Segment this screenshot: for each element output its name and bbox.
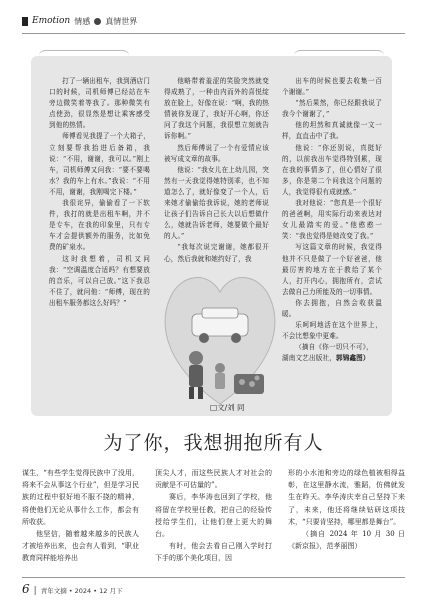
source-note-2 xyxy=(282,353,382,364)
paragraph: 我很诧异，偷偷看了一下软件，我打的就是出租车啊，并不是专车，在我的印象里，只有专车才会提供额外的服务，比如免费的矿泉水。 xyxy=(49,199,150,252)
paragraph: 他的坦然和真诚就像一文一样，直直击中了我。 xyxy=(282,121,382,141)
source-publisher: 湖南文艺出版社， xyxy=(282,354,336,363)
paragraph: 然后师傅说了一个有爱情应该被写成文章的故事。 xyxy=(164,143,269,163)
paragraph: 谋生，“有些学生觉得民族中了没用，将来不会从事这个行业”，但是学习民族的过程中很好地不服不挠的精神，将使他们无论从事什么工作，都会有所收获。 xyxy=(22,469,139,526)
story-column-1 xyxy=(49,76,150,309)
lower-column-1 xyxy=(22,467,139,565)
paragraph: 打了一辆出租车，我到酒店门口的时候，司机师傅已经站在车旁边微笑着等我了。那种微笑有点使劲，很显然是想让乘客感受到他的热情。 xyxy=(49,77,150,130)
paragraph: 写这篇文章的时候，我觉得他并不只是做了一个好爸爸，他最厉害的地方在于教给了某个人，打开内心，拥抱所有，尝试去做自己力所能及的一切事情。 xyxy=(282,243,382,296)
header-subsection: 真情世界 xyxy=(105,16,138,26)
heart-illustration xyxy=(158,256,282,406)
bottom-rule xyxy=(22,577,405,578)
paragraph: 他说：“你还别说，真挺好的，以前我出车觉得特别累，现在我的事情多了，但心情好了很多，你是第二个问我这个问题的人，我觉得很有成就感。” xyxy=(282,143,382,196)
header-dot-icon xyxy=(94,18,101,25)
author-line: □文/刘 同 xyxy=(210,403,245,412)
paragraph: 形的小水池和旁边的绿色植被相得益彰，在这里静水流，雅蹈，仿佛就发生在昨天。李华涛庆幸自己坚持下来了，未来，他还将继续钻研这项技术，“只要肯坚持，哪里都是舞台”。 xyxy=(288,469,405,526)
article-title: 为了你，我想拥抱所有人 xyxy=(103,432,324,454)
paragraph: 师傅看见我提了一个大箱子，立刻要帮我抬进后备箱，我说：“不用，谢谢，我可以。”刚上车，司机师傅又问我：“要不要喝水？我的车上有水。”我说：“不用不用，谢谢，我刚喝完下楼。” xyxy=(49,132,150,196)
paragraph: 你去拥抱，自然会收获温暖。 xyxy=(282,298,382,318)
header-bar-marker xyxy=(22,17,28,26)
page-number: 6 xyxy=(22,582,30,596)
header-section: 情感 xyxy=(74,16,91,26)
paragraph: 赛后，李华涛也回到了学校，他将留在学校里任教，把自己的经验传授给学生们，让他们登上更大的舞台。 xyxy=(155,493,272,539)
page-footer xyxy=(22,582,123,596)
section-header xyxy=(22,14,137,28)
paragraph: 有时，他会去看自己刚入学时打下手的那个美化项目，因 xyxy=(155,542,272,563)
paragraph: “然后果然，你已经跟我说了我今个谢谢了，” xyxy=(282,99,382,119)
top-rule xyxy=(22,33,405,34)
paragraph: 我对他说：“您真是一个很好的爸爸啊，用实际行动来表达对女儿最踏实的爱。”他憨憨一笑：“我也觉得是她改变了我。” xyxy=(282,199,382,241)
paragraph: 他坚信，随着越来越多的民族人才被培养出来，也会有人看到，“职业教育同样能培养出 xyxy=(22,530,139,563)
source-note xyxy=(282,342,382,353)
paragraph: （摘自 2024 年 10 月 30 日《新京报》，范孝丽图） xyxy=(288,530,405,551)
paragraph: 这时我想着，司机又问我：“空调温度合适吗？有想要放的音乐，可以自己放。”这下我忍不住了，就问他：“师傅，现在的出租车服务都这么好吗？” xyxy=(49,254,150,307)
suitcase-icon xyxy=(234,374,264,394)
source-text: （摘自《你一切只不可》， xyxy=(295,343,373,352)
paragraph: 出车的时候也要去收集一百个谢谢。” xyxy=(282,77,382,97)
paragraph: 顶尖人才，而这些民族人才对社会的贡献是不可估量的”。 xyxy=(155,469,272,490)
lower-column-3 xyxy=(288,467,405,552)
story-column-3 xyxy=(282,76,382,364)
header-emotion: Emotion xyxy=(32,16,71,26)
magazine-info: 青年文摘 • 2024 • 12 月下 xyxy=(40,587,123,595)
paragraph: 乐呵呵地活在这个世界上，不会比想象中更难。 xyxy=(282,321,382,341)
paragraph: 他略带着羞涩的笑脸突然就变得成熟了，一种由内而外的喜悦绽放在脸上，好像在说：“啊，我的热情被你发现了，我好开心啊，你还问了我这个问题，我很想立刻就告诉你啊。” xyxy=(164,77,269,141)
lower-column-2 xyxy=(155,467,272,565)
paragraph: 他说：“我女儿在上幼儿园，突然有一天我觉得她特别乖，也不知道怎么了，就好像变了一个人，后来她才偷偷给我诉说，她的老师说让孩子们告诉自己长大以后想做什么，她就告诉老师，她要做个最好的人。” xyxy=(164,165,269,241)
illustration-credit: 郭锦鑫图） xyxy=(335,354,370,363)
story-column-2 xyxy=(164,76,269,265)
child-figure-icon xyxy=(215,363,225,389)
footer-separator: | xyxy=(33,586,37,596)
paragraph: “我每次说完谢谢，她都很开心，然后我就和她约好了，我 xyxy=(164,243,269,263)
driver-figure-icon xyxy=(189,351,203,399)
